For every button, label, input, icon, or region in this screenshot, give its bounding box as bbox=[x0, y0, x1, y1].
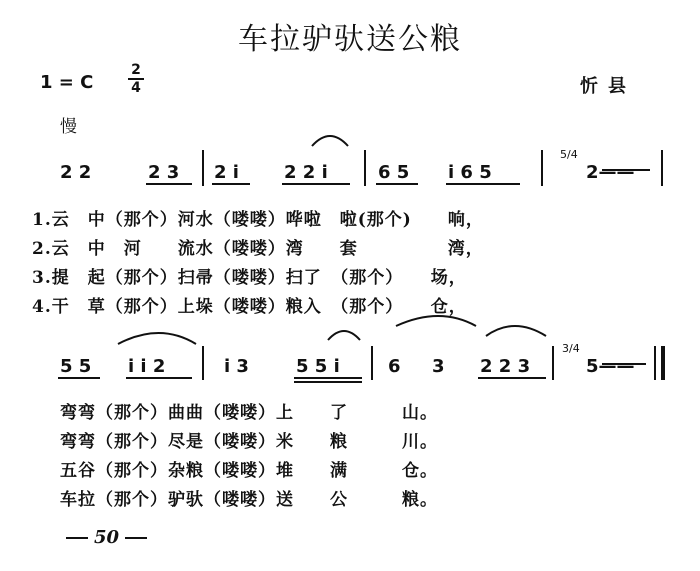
lyric-line: 2.云 中 河 流水（喽喽）湾 套 湾， bbox=[32, 239, 484, 259]
lyric-line: 弯弯（那个）曲曲（喽喽）上 了 山。 bbox=[60, 403, 438, 423]
time-signature-numerator: 2 bbox=[131, 62, 141, 78]
lyric-line: 3.提 起（那个）扫帚（喽喽）扫了 （那个） 场， bbox=[32, 268, 467, 288]
note-group: 5 5 i bbox=[296, 356, 340, 377]
meter-change: 5/4 bbox=[560, 148, 578, 161]
note-group: 2 i bbox=[214, 162, 239, 183]
lyric-line: 车拉（那个）驴驮（喽喽）送 公 粮。 bbox=[60, 490, 438, 510]
slur bbox=[118, 333, 196, 344]
slur bbox=[486, 326, 546, 336]
note-group: 6 bbox=[388, 356, 401, 377]
note-group: 2 2 3 bbox=[480, 356, 531, 377]
note-group: 2 3 bbox=[148, 162, 180, 183]
note-group: 5—— bbox=[586, 356, 635, 377]
song-origin: 忻县 bbox=[580, 76, 636, 97]
note-group: 6 5 bbox=[378, 162, 410, 183]
slur bbox=[396, 316, 476, 326]
page-number bbox=[60, 527, 153, 548]
slur bbox=[312, 136, 348, 146]
page-number-dash-right bbox=[125, 537, 147, 539]
note-group: 2 2 bbox=[60, 162, 92, 183]
key-signature: 1 = C bbox=[40, 72, 94, 93]
lyric-line: 弯弯（那个）尽是（喽喽）米 粮 川。 bbox=[60, 432, 438, 452]
meter-change: 3/4 bbox=[562, 342, 580, 355]
lyric-line: 五谷（那个）杂粮（喽喽）堆 满 仓。 bbox=[60, 461, 438, 481]
tempo-marking: 慢 bbox=[60, 117, 77, 137]
note-group: i 3 bbox=[224, 356, 249, 377]
time-signature-denominator: 4 bbox=[128, 78, 144, 96]
note-group: i 6 5 bbox=[448, 162, 492, 183]
page-number-value: 50 bbox=[94, 527, 120, 548]
note-group: i i 2 bbox=[128, 356, 166, 377]
note-group: 3 bbox=[432, 356, 445, 377]
song-title: 车拉驴驮送公粮 bbox=[238, 22, 462, 57]
lyric-line: 4.干 草（那个）上垛（喽喽）粮入 （那个） 仓， bbox=[32, 297, 467, 317]
note-group: 2 2 i bbox=[284, 162, 328, 183]
note-group: 2—— bbox=[586, 162, 635, 183]
lyric-line: 1.云 中（那个）河水（喽喽）哗啦 啦(那个) 响， bbox=[32, 210, 484, 230]
page-number-dash-left bbox=[66, 537, 88, 539]
note-group: 5 5 bbox=[60, 356, 92, 377]
slur bbox=[328, 331, 360, 340]
